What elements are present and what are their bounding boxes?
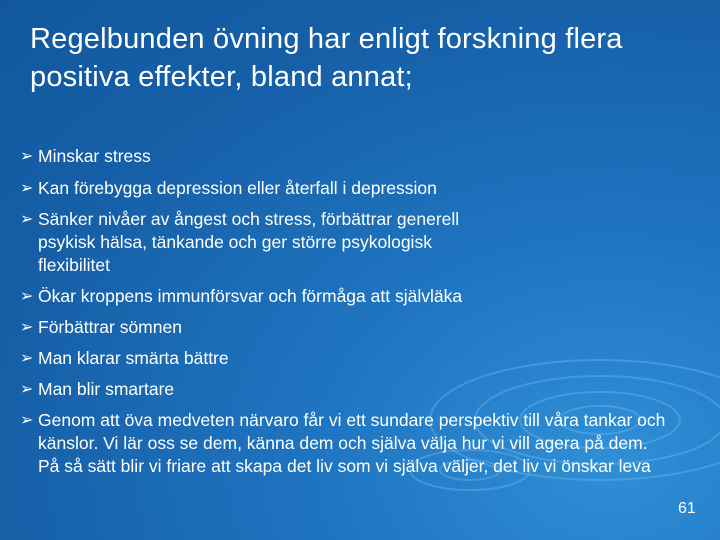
bullet-text: Man blir smartare [38, 379, 175, 399]
arrow-bullet-icon: ➢ [20, 180, 34, 197]
bullet-item [20, 347, 680, 370]
arrow-bullet-icon: ➢ [20, 350, 34, 367]
arrow-bullet-icon: ➢ [20, 381, 34, 398]
bullet-text: Genom att öva medveten närvaro får vi ett sundare perspektiv till våra tankar och känslor. Vi lär oss se dem, känna dem och själva välja hur vi vill agera på dem. På så sätt blir vi friare att skapa det liv som vi själva väljer, det liv vi önskar leva [38, 410, 666, 476]
bullet-item [20, 409, 680, 478]
arrow-bullet-icon: ➢ [20, 148, 34, 165]
bullet-text: Man klarar smärta bättre [38, 348, 229, 368]
arrow-bullet-icon: ➢ [20, 319, 34, 336]
bullet-item [20, 177, 680, 200]
slide-title: Regelbunden övning har enligt forskning flera positiva effekter, bland annat; [30, 23, 623, 93]
bullet-list [20, 145, 680, 486]
bullet-text: Ökar kroppens immunförsvar och förmåga att självläka [38, 286, 463, 306]
bullet-item [20, 208, 680, 277]
bullet-text: Förbättrar sömnen [38, 317, 182, 337]
bullet-text: Kan förebygga depression eller återfall i depression [38, 178, 437, 198]
arrow-bullet-icon: ➢ [20, 288, 34, 305]
bullet-item [20, 378, 680, 401]
arrow-bullet-icon: ➢ [20, 211, 34, 228]
page-number: 61 [678, 500, 696, 517]
bullet-item [20, 285, 680, 308]
bullet-item [20, 145, 680, 168]
arrow-bullet-icon: ➢ [20, 412, 34, 429]
bullet-text: Minskar stress [38, 146, 151, 166]
bullet-item [20, 316, 680, 339]
bullet-text: Sänker nivåer av ångest och stress, förbättrar generell psykisk hälsa, tänkande och ger större psykologisk flexibilitet [38, 209, 460, 275]
